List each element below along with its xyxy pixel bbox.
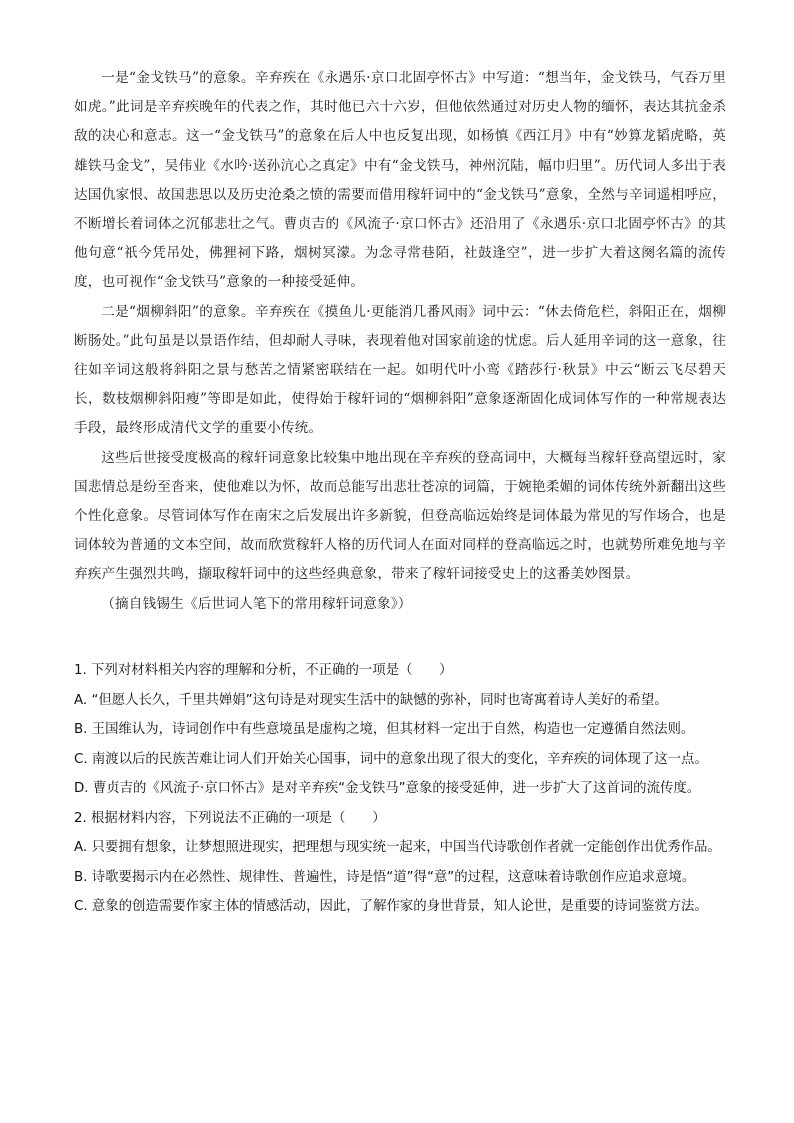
question-1 xyxy=(74,656,728,804)
passage-source: （摘自钱锡生《后世词人笔下的常用稼轩词意象》） xyxy=(101,595,412,612)
passage-paragraph-1: 一是“金戈铁马”的意象。辛弃疾在《永遇乐·京口北固亭怀古》中写道：“想当年，金戈铁马，气吞万里如虎。”此词是辛弃疾晚年的代表之作，其时他已六十六岁，但他依然通过对历史人物的缅怀，表达其抗金杀敌的决心和意志。这一“金戈铁马”的意象在后人中也反复出现，如杨慎《西江月》中有“妙算龙韬虎略，英雄铁马金戈”，吴伟业《水吟·送孙沆心之真定》中有“金戈铁马，神州沉陆，幅巾归里”。历代词人多出于表达国仇家恨、故国悲思以及历史沧桑之愤的需要而借用稼轩词中的“金戈铁马”意象，全然与辛词遥相呼应，不断增长着词体之沉郁悲壮之气。曹贞吉的《风流子·京口怀古》还沿用了《永遇乐·京口北固亭怀古》的其他句意“祇今凭吊处，佛狸祠下路，烟树冥濛。为念寻常巷陌，社鼓逢空”，进一步扩大着这阕名篇的流传度，也可视作“金戈铁马”意象的一种接受延伸。 xyxy=(74,70,726,291)
question-option: B. 王国维认为，诗词创作中有些意境虽是虚构之境，但其材料一定出于自然，构造也一定遵循自然法则。 xyxy=(74,722,695,737)
question-option: A. 只要拥有想象，让梦想照进现实，把理想与现实统一起来，中国当代诗歌创作者就一定能创作出优秀作品。 xyxy=(74,840,721,855)
passage-paragraph-2: 二是“烟柳斜阳”的意象。辛弃疾在《摸鱼儿·更能消几番风雨》词中云：“休去倚危栏，斜阳正在，烟柳断肠处。”此句虽是以景语作结，但却耐人寻味，表现着他对国家前途的忧虑。后人延用辛词的这一意象，往往如辛词这般将斜阳之景与愁苦之情紧密联结在一起。如明代叶小鸾《踏莎行·秋景》中云“断云飞尽碧天长，数枝烟柳斜阳瘦”等即是如此，使得始于稼轩词的“烟柳斜阳”意象逐渐固化成词体写作的一种常规表达手段，最终形成清代文学的重要小传统。 xyxy=(74,303,726,437)
question-stem: 1. 下列对材料相关内容的理解和分析，不正确的一项是（ ） xyxy=(74,663,453,678)
question-option: C. 南渡以后的民族苦难让词人们开始关心国事，词中的意象出现了很大的变化，辛弃疾的词体现了这一点。 xyxy=(74,751,708,767)
passage-paragraph-3: 这些后世接受度极高的稼轩词意象比较集中地出现在辛弃疾的登高词中，大概每当稼轩登高望远时，家国悲情总是纷至沓来，使他难以为怀，故而总能写出悲壮苍凉的词篇，于婉艳柔媚的词体传统外新翻出这些个性化意象。尽管词体写作在南宋之后发展出许多新貌，但登高临远始终是词体最为常见的写作场合，也是词体较为普通的文本空间，故而欣赏稼轩人格的历代词人在面对同样的登高临远之时，也就势所难免地与辛弃疾产生强烈共鸣，撷取稼轩词中的这些经典意象，带来了稼轩词接受史上的这番美妙图景。 xyxy=(74,449,726,583)
question-option: C. 意象的创造需要作家主体的情感活动，因此，了解作家的身世背景，知人论世，是重要的诗词鉴赏方法。 xyxy=(74,899,708,914)
question-option: A. “但愿人长久，千里共婵娟”这句诗是对现实生活中的缺憾的弥补，同时也寄寓着诗人美好的希望。 xyxy=(74,692,668,708)
question-2 xyxy=(74,804,728,922)
question-list xyxy=(74,656,728,922)
question-option: B. 诗歌要揭示内在必然性、规律性、普遍性，诗是悟“道”得“意”的过程，这意味着诗歌创作应追求意境。 xyxy=(74,869,696,885)
question-option: D. 曹贞吉的《风流子·京口怀古》是对辛弃疾“金戈铁马”意象的接受延伸，进一步扩大了这首词的流传度。 xyxy=(74,781,701,796)
reading-passage xyxy=(74,64,726,619)
question-stem: 2. 根据材料内容，下列说法不正确的一项是（ ） xyxy=(74,810,386,826)
